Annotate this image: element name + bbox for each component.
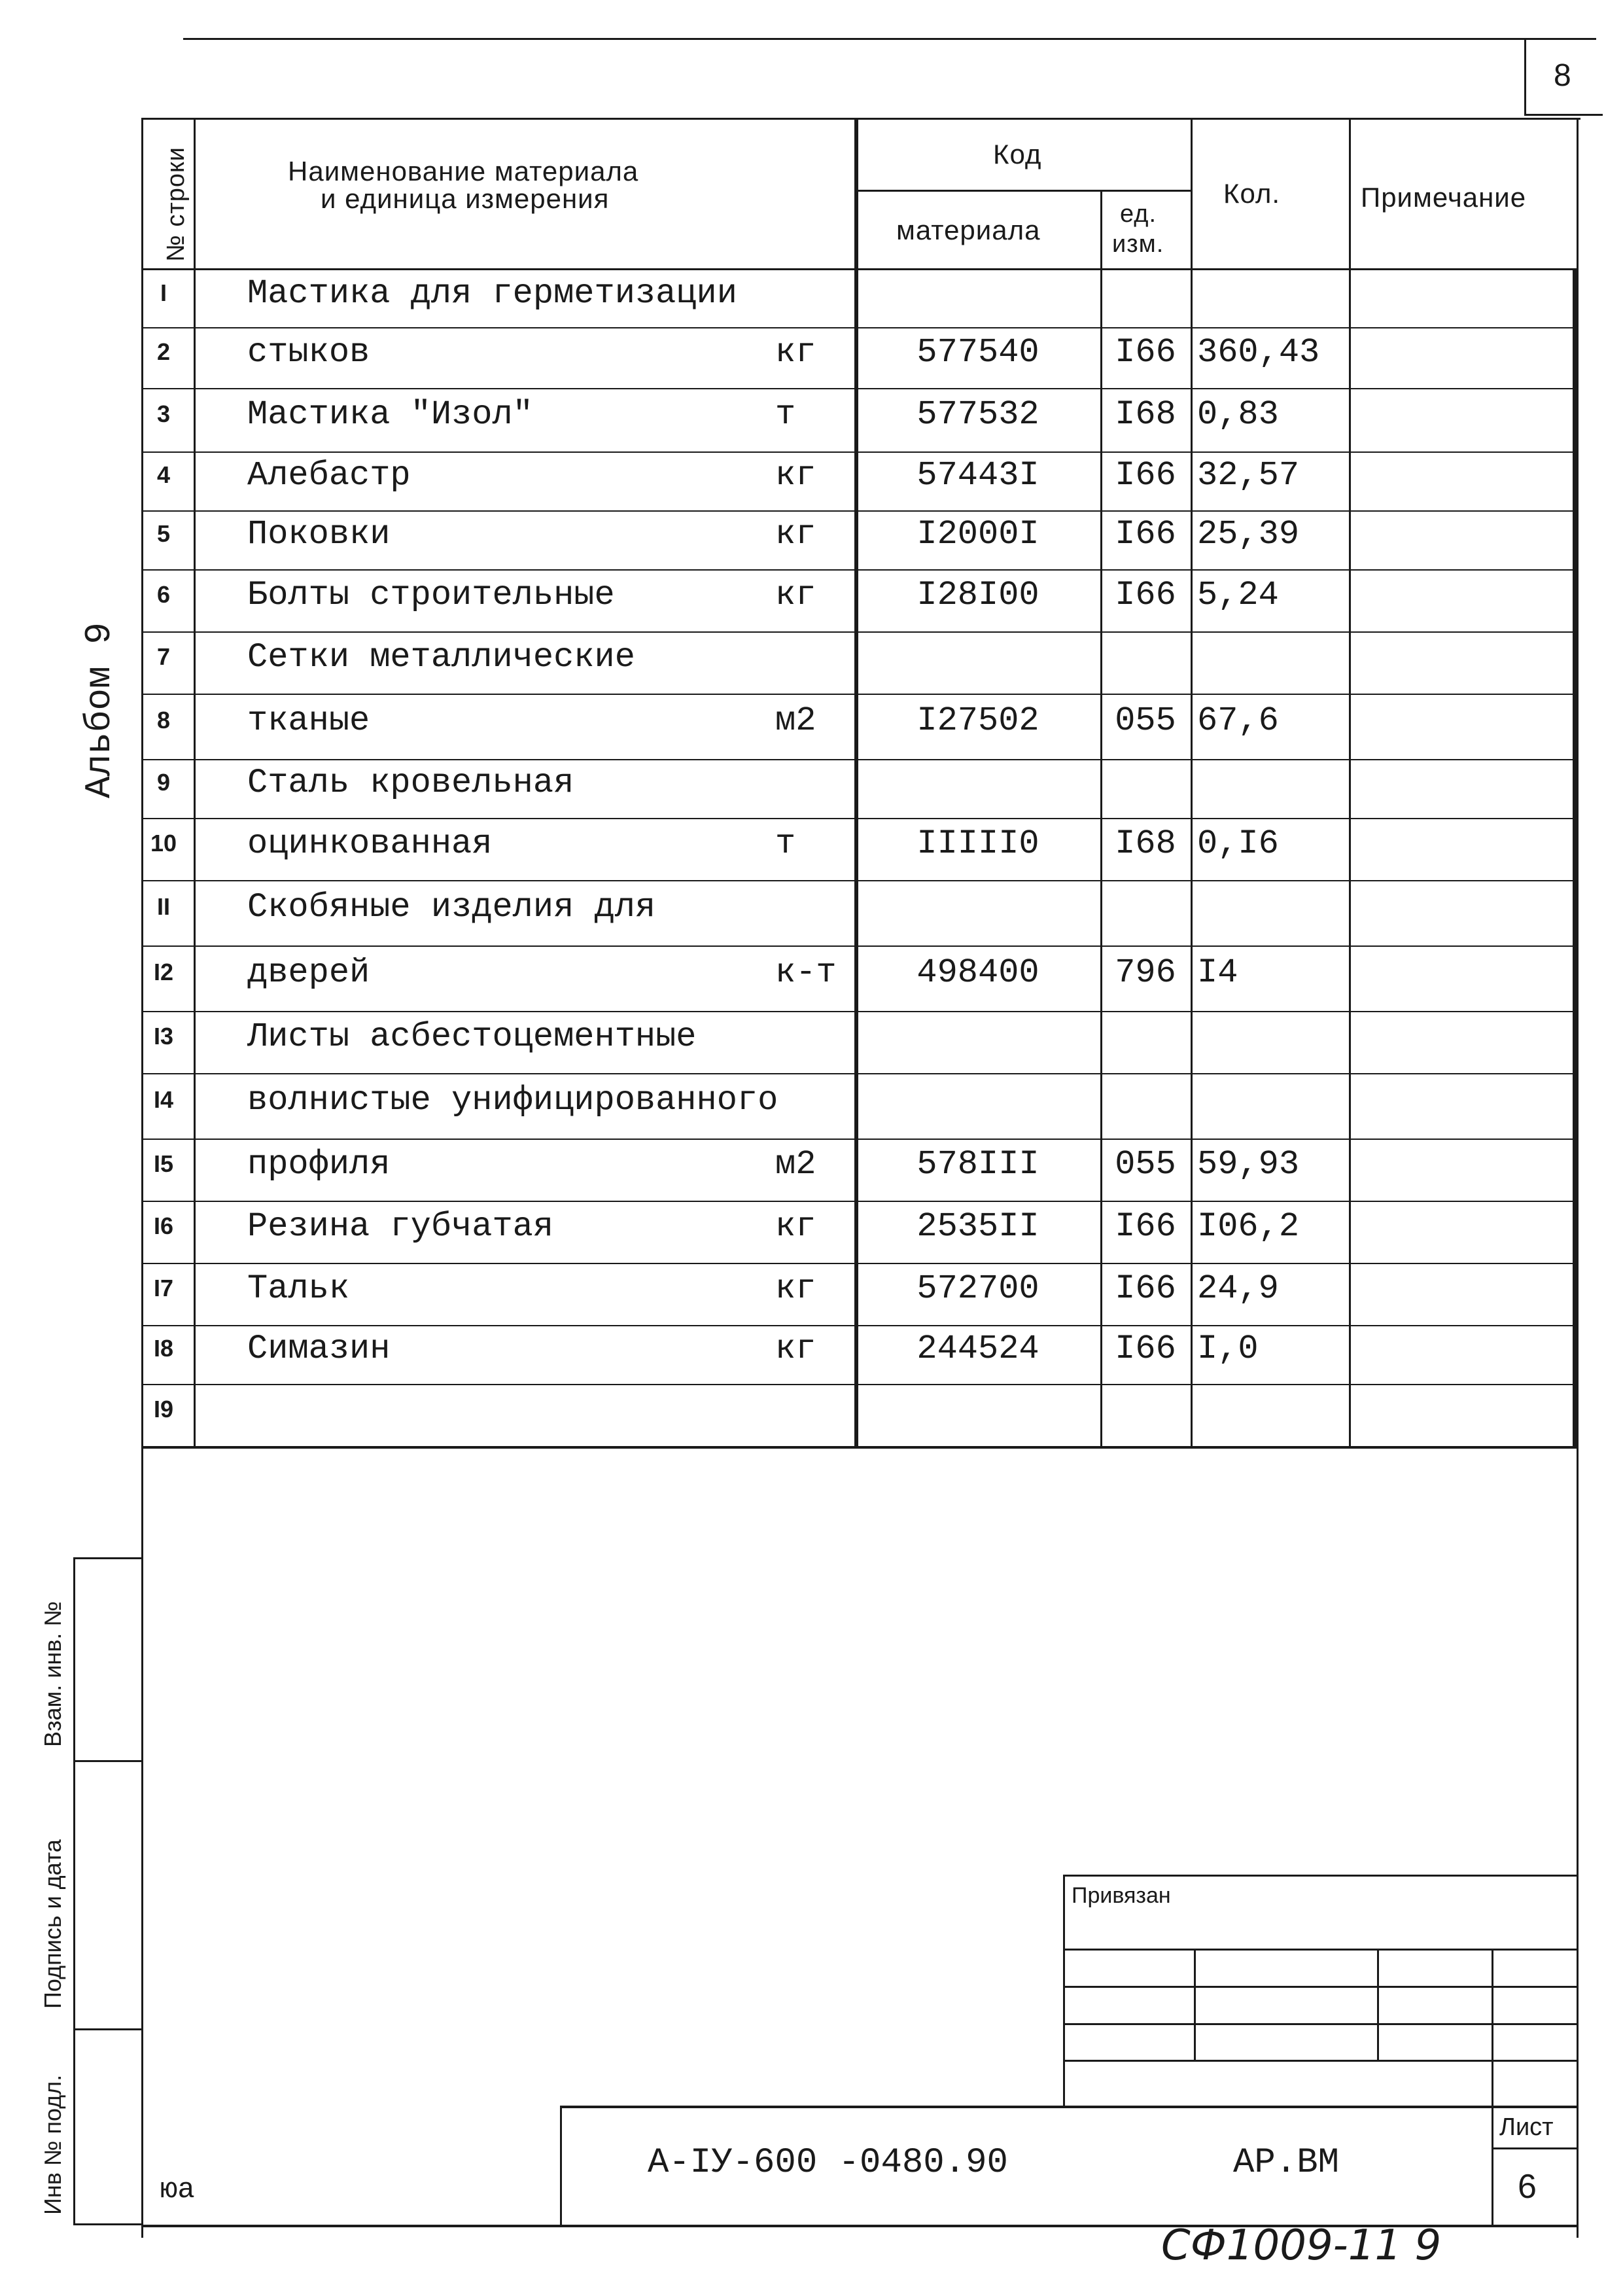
material-code: I2000I bbox=[916, 515, 1039, 554]
doc-code: А-IУ-600 -0480.90 bbox=[648, 2143, 1008, 2183]
row-number: 6 bbox=[156, 580, 171, 608]
row-number: I4 bbox=[153, 1086, 174, 1113]
stamp-inv: Инв № подл. bbox=[39, 2074, 66, 2215]
title-block-top bbox=[560, 2106, 1578, 2108]
table-right-border bbox=[1577, 118, 1579, 2238]
material-code: I27502 bbox=[916, 701, 1039, 740]
unit-code: I66 bbox=[1115, 575, 1176, 614]
title-block-left bbox=[560, 2106, 562, 2226]
col-line-rownum bbox=[194, 118, 196, 1447]
quantity-value: 0,83 bbox=[1197, 395, 1279, 434]
unit-of-measure: кг bbox=[775, 1207, 816, 1246]
table-left-border bbox=[141, 118, 143, 2238]
privyazan-grid-h3 bbox=[1063, 2023, 1578, 2025]
sheet-box-divider bbox=[1492, 2147, 1578, 2149]
unit-code: 796 bbox=[1115, 953, 1176, 992]
stamp-vzam: Взам. инв. № bbox=[39, 1600, 66, 1747]
page-number-box-left bbox=[1524, 38, 1526, 115]
unit-code: I66 bbox=[1115, 515, 1176, 554]
material-name: Скобяные изделия для bbox=[247, 888, 656, 927]
material-code: 577540 bbox=[916, 332, 1039, 372]
material-name: оцинкованная bbox=[247, 824, 493, 863]
quantity-value: 5,24 bbox=[1197, 575, 1279, 614]
material-code: 2535II bbox=[916, 1207, 1039, 1246]
row-separator bbox=[141, 1325, 1578, 1326]
material-code: 572700 bbox=[916, 1269, 1039, 1308]
row-separator bbox=[141, 945, 1578, 947]
corner-mark: юа bbox=[160, 2174, 195, 2206]
row-number: I7 bbox=[153, 1274, 174, 1301]
header-code-material: материала bbox=[896, 215, 1041, 245]
row-number: I9 bbox=[153, 1395, 174, 1422]
unit-code: I66 bbox=[1115, 1330, 1176, 1368]
table-top-border bbox=[141, 118, 1580, 120]
privyazan-grid-v1 bbox=[1194, 1949, 1196, 2061]
header-bottom-border bbox=[141, 268, 1578, 270]
unit-of-measure: кг bbox=[775, 575, 816, 614]
unit-of-measure: кг bbox=[775, 456, 816, 495]
quantity-value: 0,I6 bbox=[1197, 824, 1279, 863]
row-number: 4 bbox=[156, 461, 171, 488]
header-row-no: № строки bbox=[162, 147, 190, 262]
row-number: I6 bbox=[153, 1212, 174, 1239]
material-name: Сталь кровельная bbox=[247, 764, 574, 802]
quantity-value: I,0 bbox=[1197, 1330, 1259, 1368]
row-number: I5 bbox=[153, 1150, 174, 1177]
material-name: тканые bbox=[247, 701, 370, 740]
unit-code: I66 bbox=[1115, 1269, 1176, 1308]
unit-of-measure: кг bbox=[775, 1269, 816, 1308]
code-subheader-line bbox=[857, 190, 1192, 192]
row-number: 8 bbox=[156, 707, 171, 733]
material-code: 577532 bbox=[916, 395, 1039, 434]
unit-code: I66 bbox=[1115, 1207, 1176, 1246]
material-name: Сетки металлические bbox=[247, 637, 635, 677]
side-stamp-left bbox=[73, 1557, 75, 2225]
album-label: Альбом 9 bbox=[79, 622, 120, 798]
header-code: Код bbox=[993, 139, 1042, 169]
material-code: 244524 bbox=[916, 1330, 1039, 1368]
row-number: I8 bbox=[153, 1335, 174, 1362]
row-number: I2 bbox=[153, 959, 174, 985]
header-quantity: Кол. bbox=[1223, 178, 1281, 209]
unit-code: I68 bbox=[1115, 395, 1176, 434]
privyazan-top bbox=[1063, 1875, 1578, 1877]
row-separator bbox=[141, 631, 1578, 633]
quantity-value: 25,39 bbox=[1197, 515, 1300, 554]
unit-of-measure: т bbox=[775, 395, 796, 434]
header-code-unit-1: ед. bbox=[1120, 200, 1157, 228]
page-number: 8 bbox=[1554, 58, 1571, 93]
side-stamp-div2 bbox=[73, 2028, 141, 2030]
material-name: дверей bbox=[247, 953, 370, 992]
unit-code: 055 bbox=[1115, 701, 1176, 740]
sheet-label: Лист bbox=[1499, 2113, 1554, 2141]
row-separator bbox=[141, 1073, 1578, 1074]
sheet-box-left bbox=[1492, 2106, 1493, 2226]
privyazan-grid-v2 bbox=[1377, 1949, 1379, 2061]
privyazan-left bbox=[1063, 1875, 1065, 2107]
col-line-qty bbox=[1191, 118, 1193, 1447]
row-separator bbox=[141, 569, 1578, 571]
quantity-value: I06,2 bbox=[1197, 1207, 1300, 1246]
material-name: стыков bbox=[247, 332, 370, 372]
row-separator bbox=[141, 1384, 1578, 1385]
privyazan-label: Привязан bbox=[1072, 1883, 1171, 1908]
row-number: 10 bbox=[150, 829, 177, 857]
material-code: 498400 bbox=[916, 953, 1039, 992]
row-separator bbox=[141, 451, 1578, 453]
row-separator bbox=[141, 1139, 1578, 1140]
material-code: IIIII0 bbox=[916, 824, 1039, 863]
quantity-value: 360,43 bbox=[1197, 332, 1320, 372]
unit-of-measure: кг bbox=[775, 332, 816, 372]
row-separator bbox=[141, 694, 1578, 695]
col-line-note bbox=[1349, 118, 1351, 1447]
row-separator bbox=[141, 818, 1578, 819]
row-number: 2 bbox=[156, 338, 171, 365]
page-number-box-bottom bbox=[1524, 114, 1603, 116]
privyazan-grid-h1 bbox=[1063, 1949, 1578, 1951]
quantity-value: I4 bbox=[1197, 953, 1238, 992]
unit-of-measure: м2 bbox=[775, 701, 816, 740]
material-name: Резина губчатая bbox=[247, 1207, 554, 1246]
material-name: Поковки bbox=[247, 515, 391, 554]
unit-code: I66 bbox=[1115, 456, 1176, 495]
privyazan-grid-h2 bbox=[1063, 1986, 1578, 1988]
material-name: Мастика "Изол" bbox=[247, 395, 533, 434]
row-number: 5 bbox=[156, 520, 171, 547]
row-separator bbox=[141, 388, 1578, 389]
quantity-value: 67,6 bbox=[1197, 701, 1279, 740]
row-separator bbox=[141, 1263, 1578, 1264]
row-separator bbox=[141, 510, 1578, 512]
quantity-value: 24,9 bbox=[1197, 1269, 1279, 1308]
privyazan-grid-v3 bbox=[1492, 1949, 1493, 2107]
table-bottom-border bbox=[141, 1446, 1578, 1449]
material-code: 578III bbox=[916, 1144, 1039, 1184]
row-separator bbox=[141, 759, 1578, 760]
unit-code: I66 bbox=[1115, 332, 1176, 372]
unit-of-measure: к-т bbox=[775, 953, 837, 992]
material-name: Тальк bbox=[247, 1269, 350, 1308]
side-stamp-top bbox=[73, 1557, 141, 1559]
header-code-unit-2: изм. bbox=[1112, 230, 1164, 258]
material-name: Болты строительные bbox=[247, 575, 615, 614]
quantity-value: 32,57 bbox=[1197, 456, 1300, 495]
row-number: I3 bbox=[153, 1022, 174, 1050]
top-rule bbox=[183, 38, 1596, 40]
material-code: 57443I bbox=[916, 456, 1039, 495]
unit-of-measure: м2 bbox=[775, 1144, 816, 1184]
privyazan-grid-h4 bbox=[1063, 2060, 1578, 2062]
footer-handwritten: СФ1009-11 9 bbox=[1161, 2221, 1442, 2270]
row-separator bbox=[141, 1201, 1578, 1202]
col-line-right-bold bbox=[1573, 268, 1577, 1447]
unit-of-measure: кг bbox=[775, 1330, 816, 1368]
row-separator bbox=[141, 327, 1578, 328]
header-note: Примечание bbox=[1361, 182, 1527, 213]
col-line-code bbox=[854, 118, 858, 1447]
quantity-value: 59,93 bbox=[1197, 1144, 1300, 1184]
material-name: профиля bbox=[247, 1144, 391, 1184]
material-name: волнистые унифицированного bbox=[247, 1081, 778, 1120]
material-name: Алебастр bbox=[247, 456, 411, 495]
doc-suffix: АР.ВМ bbox=[1233, 2143, 1340, 2183]
row-number: 3 bbox=[156, 400, 171, 427]
row-number: 9 bbox=[156, 769, 171, 796]
material-name: Симазин bbox=[247, 1330, 391, 1368]
side-stamp-div1 bbox=[73, 1760, 141, 1762]
unit-of-measure: т bbox=[775, 824, 796, 863]
header-name-line1: Наименование материала bbox=[288, 156, 639, 186]
material-name: Листы асбестоцементные bbox=[247, 1017, 697, 1056]
unit-code: 055 bbox=[1115, 1144, 1176, 1184]
row-separator bbox=[141, 1011, 1578, 1012]
material-name: Мастика для герметизации bbox=[247, 274, 737, 313]
material-code: I28I00 bbox=[916, 575, 1039, 614]
unit-code: I68 bbox=[1115, 824, 1176, 863]
sheet-number: 6 bbox=[1518, 2168, 1537, 2206]
row-number: I bbox=[160, 279, 167, 306]
side-stamp-bottom bbox=[73, 2223, 141, 2225]
row-number: II bbox=[156, 893, 170, 920]
row-number: 7 bbox=[156, 643, 171, 670]
unit-of-measure: кг bbox=[775, 515, 816, 554]
row-separator bbox=[141, 880, 1578, 881]
header-name-line2: и единица измерения bbox=[321, 183, 610, 214]
stamp-podpis: Подпись и дата bbox=[39, 1839, 66, 2009]
